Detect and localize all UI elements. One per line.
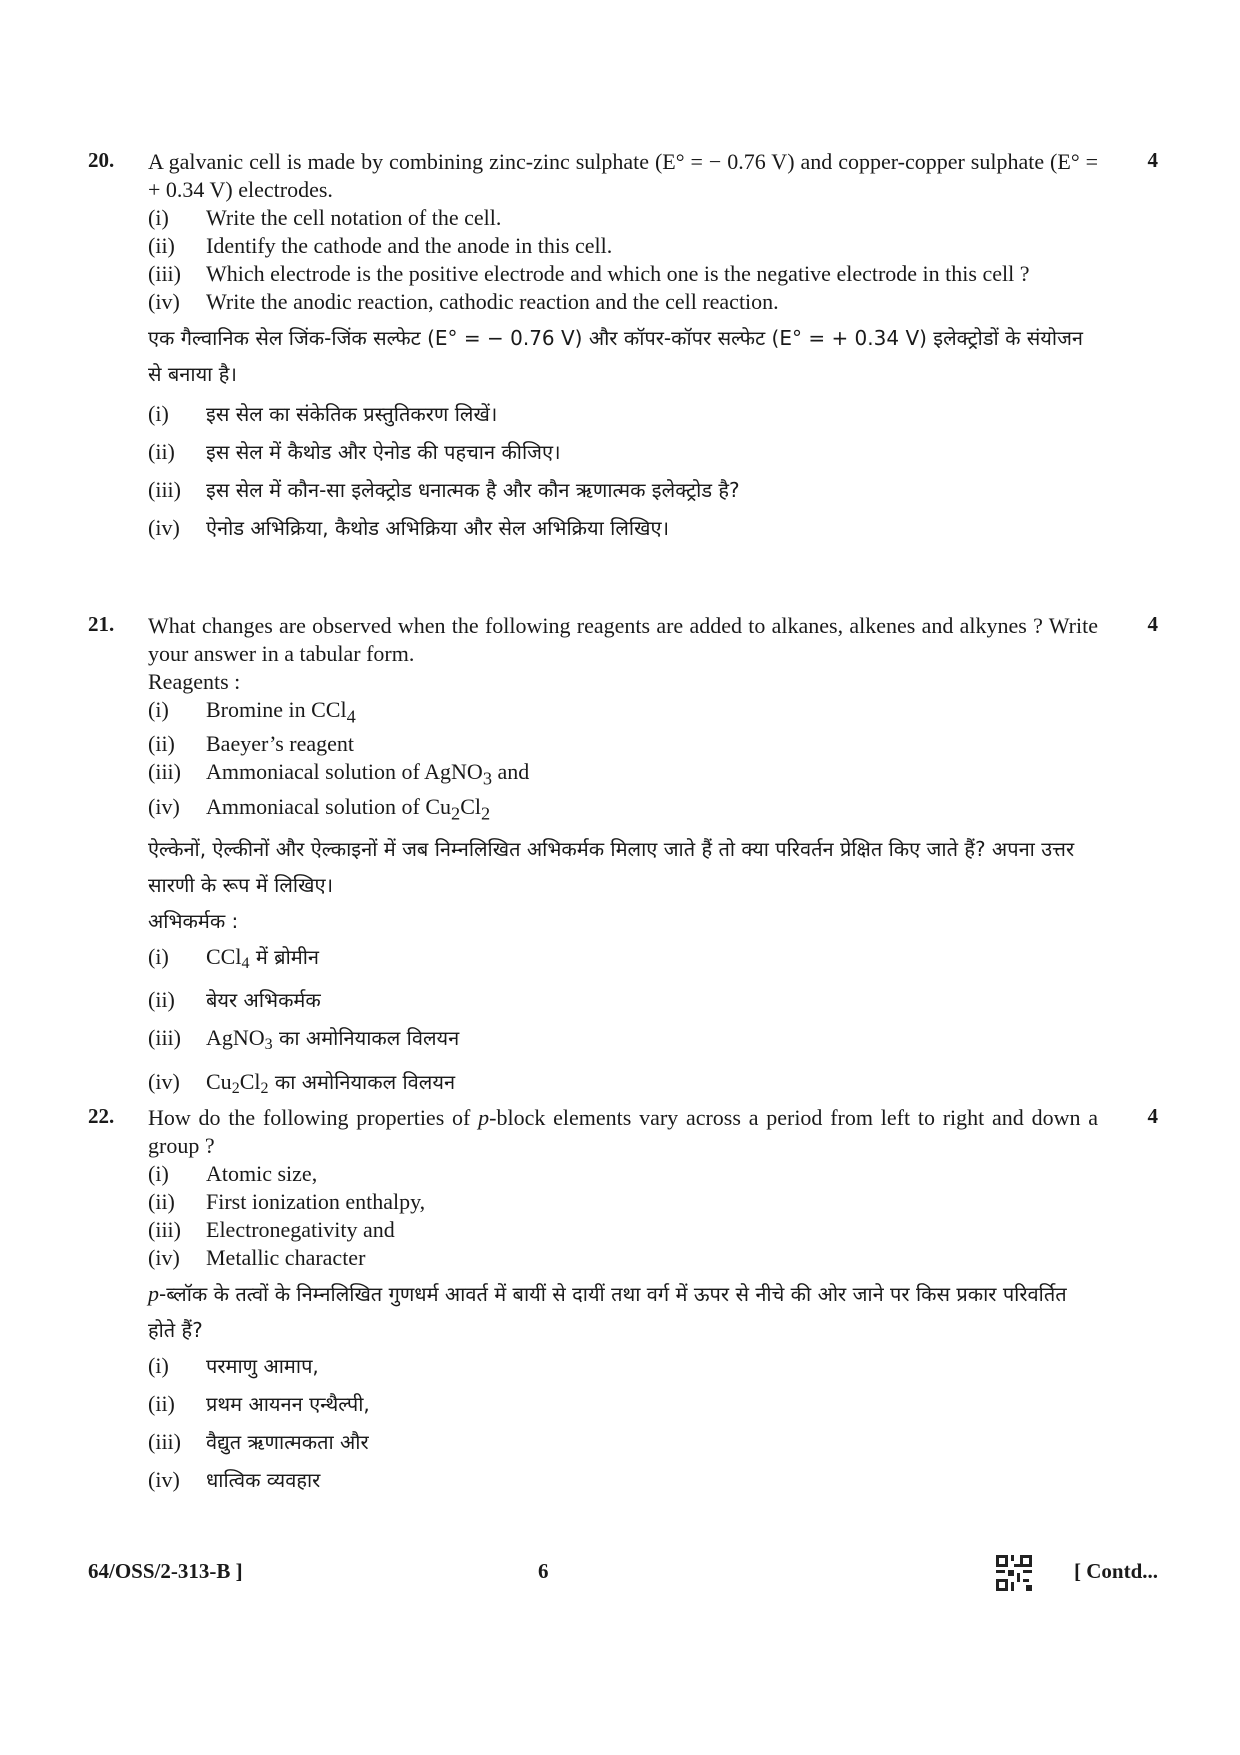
hindi-sub-question [148, 1462, 1098, 1500]
roman-numeral: (ii) [148, 1189, 175, 1214]
roman-numeral: (ii) [148, 233, 175, 258]
sub-question [148, 758, 1098, 792]
subscript: 2 [231, 1079, 240, 1097]
hindi-sub-question-text: बेयर अभिकर्मक [206, 988, 321, 1013]
hindi-sub-question-text: में ब्रोमीन [249, 945, 319, 970]
question-marks: 4 [1147, 612, 1158, 636]
sub-question-text: Identify the cathode and the anode in this cell. [206, 233, 613, 258]
hindi-question-stem: एक गैल्वानिक सेल जिंक-जिंक सल्फेट (E° = − 0.76 V) और कॉपर-कॉपर सल्फेट (E° = + 0.34 V) इलेक्ट्रोडों के संयोजन से बनाया है। [148, 326, 1084, 386]
hindi-sub-question-text: का अमोनियाकल विलयन [272, 1026, 460, 1051]
hindi-sub-question [148, 1386, 1098, 1424]
roman-numeral: (iv) [148, 793, 180, 819]
hindi-sub-question [148, 1348, 1098, 1386]
subscript: 4 [346, 706, 356, 727]
roman-numeral: (iv) [148, 515, 180, 540]
question-number: 22. [88, 1104, 115, 1128]
roman-numeral: (i) [148, 205, 169, 230]
hindi-sub-question [148, 1064, 1098, 1107]
formula: CCl [206, 944, 242, 970]
hindi-sub-question-text: का अमोनियाकल विलयन [268, 1069, 456, 1094]
roman-numeral: (iv) [148, 1467, 180, 1492]
hindi-sub-question [148, 434, 1098, 472]
roman-numeral: (iv) [148, 1068, 180, 1094]
page-number: 6 [538, 1559, 549, 1583]
sub-question-text: Write the anodic reaction, cathodic reaction and the cell reaction. [206, 289, 779, 314]
roman-numeral: (iii) [148, 1429, 181, 1454]
hindi-sub-question-text: वैद्युत ऋणात्मकता और [206, 1430, 369, 1454]
subscript: 4 [241, 955, 250, 973]
question-21 [88, 612, 1158, 1107]
question-marks: 4 [1147, 1104, 1158, 1128]
continued-label: [ Contd... [1073, 1559, 1158, 1583]
stem-italic: p [478, 1105, 490, 1130]
question-number: 21. [88, 612, 115, 636]
stem-text: -block elements vary across a period from left to right and down a group ? [148, 1105, 1099, 1158]
roman-numeral: (i) [148, 1161, 169, 1186]
question-22 [88, 1104, 1158, 1500]
subscript: 3 [482, 768, 492, 789]
roman-numeral: (iii) [148, 759, 181, 785]
formula: Cl [239, 1068, 261, 1094]
roman-numeral: (iii) [148, 1217, 181, 1242]
roman-numeral: (i) [148, 944, 169, 970]
hindi-stem-text: -ब्लॉक के तत्वों के निम्नलिखित गुणधर्म आवर्त में बायीं से दायीं तथा वर्ग में ऊपर से नीचे की ओर जाने पर किस प्रकार परिवर्तित होते हैं? [148, 1282, 1067, 1342]
hindi-sub-question-list [148, 1348, 1098, 1500]
roman-numeral: (iii) [148, 477, 181, 502]
sub-question [148, 1188, 1098, 1216]
hindi-sub-question-text: इस सेल का संकेतिक प्रस्तुतिकरण लिखें। [206, 402, 498, 426]
hindi-sub-question-text: ऐनोड अभिक्रिया, कैथोड अभिक्रिया और सेल अभिक्रिया लिखिए। [206, 516, 670, 540]
stem-italic: p [148, 1281, 159, 1306]
sub-question-text: Atomic size, [206, 1161, 318, 1186]
roman-numeral: (iv) [148, 289, 180, 314]
sub-question-text: First ionization enthalpy, [206, 1189, 426, 1214]
page-footer [88, 1555, 1158, 1595]
roman-numeral: (ii) [148, 731, 175, 757]
sub-question [148, 1216, 1098, 1244]
roman-numeral: (iii) [148, 261, 181, 286]
roman-numeral: (ii) [148, 987, 175, 1013]
hindi-question-stem: ऐल्केनों, ऐल्कीनों और ऐल्काइनों में जब निम्नलिखित अभिकर्मक मिलाए जाते हैं तो क्या परिवर्तन प्रेक्षित किए जाते हैं? अपना उत्तर सारणी के रूप में लिखिए। [148, 837, 1075, 898]
reagent-text-mid: Cl [460, 793, 481, 819]
paper-code: 64/OSS/2-313-B ] [88, 1559, 243, 1583]
roman-numeral: (ii) [148, 439, 175, 464]
sub-question-list [148, 204, 1098, 316]
reagent-text: Baeyer’s reagent [206, 731, 355, 757]
sub-question [148, 793, 1098, 827]
subscript: 2 [260, 1079, 269, 1097]
sub-question [148, 288, 1098, 316]
hindi-sub-question-text: धात्विक व्यवहार [206, 1468, 321, 1492]
hindi-sub-question [148, 982, 1098, 1020]
hindi-reagents-label: अभिकर्मक : [148, 909, 239, 934]
question-stem: What changes are observed when the following reagents are added to alkanes, alkenes and alkynes ? Write your answer in a tabular form. [148, 613, 1098, 666]
qr-code-icon [996, 1555, 1032, 1591]
sub-question [148, 232, 1098, 260]
formula: Cu [206, 1068, 232, 1094]
roman-numeral: (i) [148, 401, 169, 426]
hindi-sub-question [148, 939, 1098, 982]
question-marks: 4 [1147, 148, 1158, 172]
sub-question [148, 260, 1098, 288]
reagents-label: Reagents : [148, 669, 241, 694]
hindi-sub-question [148, 1020, 1098, 1063]
formula: AgNO [206, 1025, 265, 1051]
roman-numeral: (iii) [148, 1025, 181, 1051]
sub-question-text: Write the cell notation of the cell. [206, 205, 502, 230]
hindi-sub-question [148, 396, 1098, 434]
hindi-sub-question [148, 510, 1098, 548]
hindi-sub-question [148, 472, 1098, 510]
subscript: 2 [451, 803, 461, 824]
reagent-text: Ammoniacal solution of AgNO [206, 759, 483, 785]
subscript: 2 [481, 803, 491, 824]
hindi-sub-question-list [148, 396, 1098, 548]
roman-numeral: (ii) [148, 1391, 175, 1416]
question-stem [148, 1104, 1098, 1160]
sub-question [148, 1160, 1098, 1188]
reagent-text: Ammoniacal solution of Cu [206, 793, 452, 819]
sub-question [148, 730, 1098, 758]
reagent-text: Bromine in CCl [206, 697, 347, 722]
hindi-sub-question-list [148, 939, 1098, 1107]
sub-question-text: Which electrode is the positive electrode and which one is the negative electrode in this cell ? [206, 261, 1030, 286]
hindi-sub-question-text: इस सेल में कैथोड और ऐनोड की पहचान कीजिए। [206, 440, 561, 464]
hindi-sub-question-text: परमाणु आमाप, [206, 1354, 319, 1378]
sub-question [148, 696, 1098, 730]
reagent-text-suffix: and [491, 759, 530, 785]
subscript: 3 [264, 1036, 273, 1054]
sub-question-list [148, 1160, 1098, 1272]
stem-text: How do the following properties of [148, 1105, 479, 1130]
sub-question-list [148, 696, 1098, 827]
roman-numeral: (i) [148, 697, 169, 722]
hindi-sub-question [148, 1424, 1098, 1462]
roman-numeral: (iv) [148, 1245, 180, 1270]
hindi-sub-question-text: प्रथम आयनन एन्थैल्पी, [206, 1392, 370, 1416]
sub-question [148, 1244, 1098, 1272]
question-stem: A galvanic cell is made by combining zinc-zinc sulphate (E° = − 0.76 V) and copper-copper sulphate (E° = + 0.34 V) electrodes. [148, 149, 1098, 202]
sub-question [148, 204, 1098, 232]
question-20 [88, 148, 1158, 548]
question-number: 20. [88, 148, 115, 172]
roman-numeral: (i) [148, 1353, 169, 1378]
hindi-sub-question-text: इस सेल में कौन-सा इलेक्ट्रोड धनात्मक है और कौन ऋणात्मक इलेक्ट्रोड है? [206, 478, 740, 502]
hindi-question-stem [148, 1276, 1098, 1348]
sub-question-text: Metallic character [206, 1245, 366, 1270]
sub-question-text: Electronegativity and [206, 1217, 395, 1242]
